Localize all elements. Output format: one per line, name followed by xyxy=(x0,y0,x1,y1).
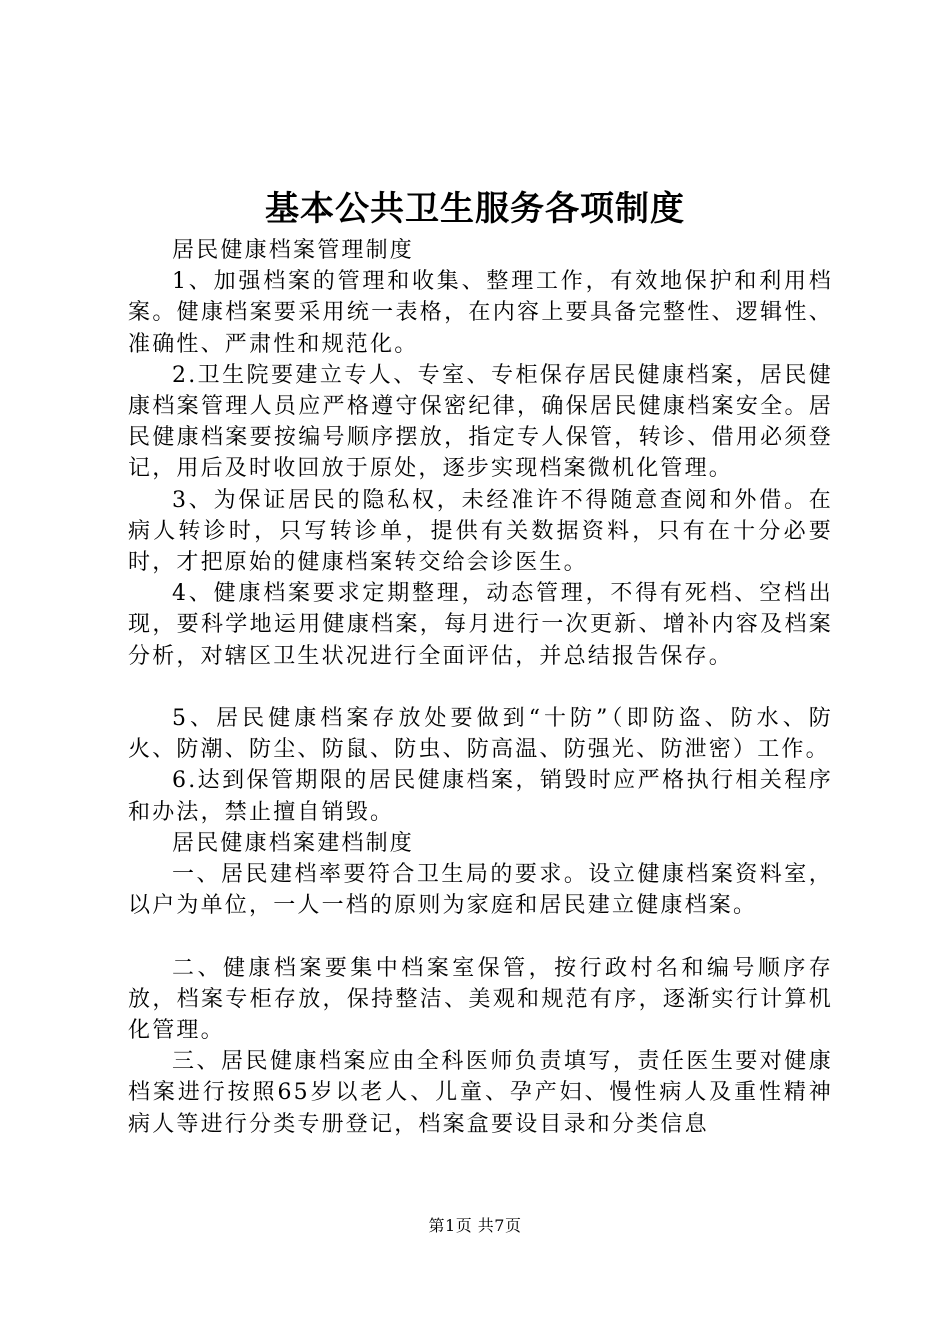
paragraph: 二、健康档案要集中档案室保管，按行政村名和编号顺序存放，档案专柜存放，保持整洁、美观和规范有序，逐渐实行计算机化管理。 xyxy=(128,955,833,1044)
page-footer: 第1页 共7页 xyxy=(428,1216,522,1235)
paragraph: 4、健康档案要求定期整理，动态管理，不得有死档、空档出现，要科学地运用健康档案，每月进行一次更新、增补内容及档案分析，对辖区卫生状况进行全面评估，并总结报告保存。 xyxy=(128,581,833,669)
section-heading-archive-creation: 居民健康档案建档制度 xyxy=(172,830,415,856)
section-heading-archive-management: 居民健康档案管理制度 xyxy=(172,238,415,263)
paragraph: 5、居民健康档案存放处要做到“十防”（即防盗、防水、防火、防潮、防尘、防鼠、防虫、防高温、防强光、防泄密）工作。 xyxy=(128,706,833,763)
paragraph: 6.达到保管期限的居民健康档案，销毁时应严格执行相关程序和办法，禁止擅自销毁。 xyxy=(128,768,833,825)
paragraph: 三、居民健康档案应由全科医师负责填写，责任医生要对健康档案进行按照65岁以老人、儿童、孕产妇、慢性病人及重性精神病人等进行分类专册登记，档案盒要设目录和分类信息 xyxy=(128,1049,833,1137)
document-body xyxy=(128,235,833,1140)
paragraph: 3、为保证居民的隐私权，未经准许不得随意查阅和外借。在病人转诊时，只写转诊单，提供有关数据资料，只有在十分必要时，才把原始的健康档案转交给会诊医生。 xyxy=(128,487,833,576)
paragraph: 1、加强档案的管理和收集、整理工作，有效地保护和利用档案。健康档案要采用统一表格，在内容上要具备完整性、逻辑性、准确性、严肃性和规范化。 xyxy=(128,269,833,357)
paragraph: 2.卫生院要建立专人、专室、专柜保存居民健康档案，居民健康档案管理人员应严格遵守保密纪律，确保居民健康档案安全。居民健康档案要按编号顺序摆放，指定专人保管，转诊、借用必须登记，用后及时收回放于原处，逐步实现档案微机化管理。 xyxy=(128,362,833,482)
document-title: 基本公共卫生服务各项制度 xyxy=(265,189,685,229)
paragraph: 一、居民建档率要符合卫生局的要求。设立健康档案资料室，以户为单位，一人一档的原则为家庭和居民建立健康档案。 xyxy=(128,862,833,919)
